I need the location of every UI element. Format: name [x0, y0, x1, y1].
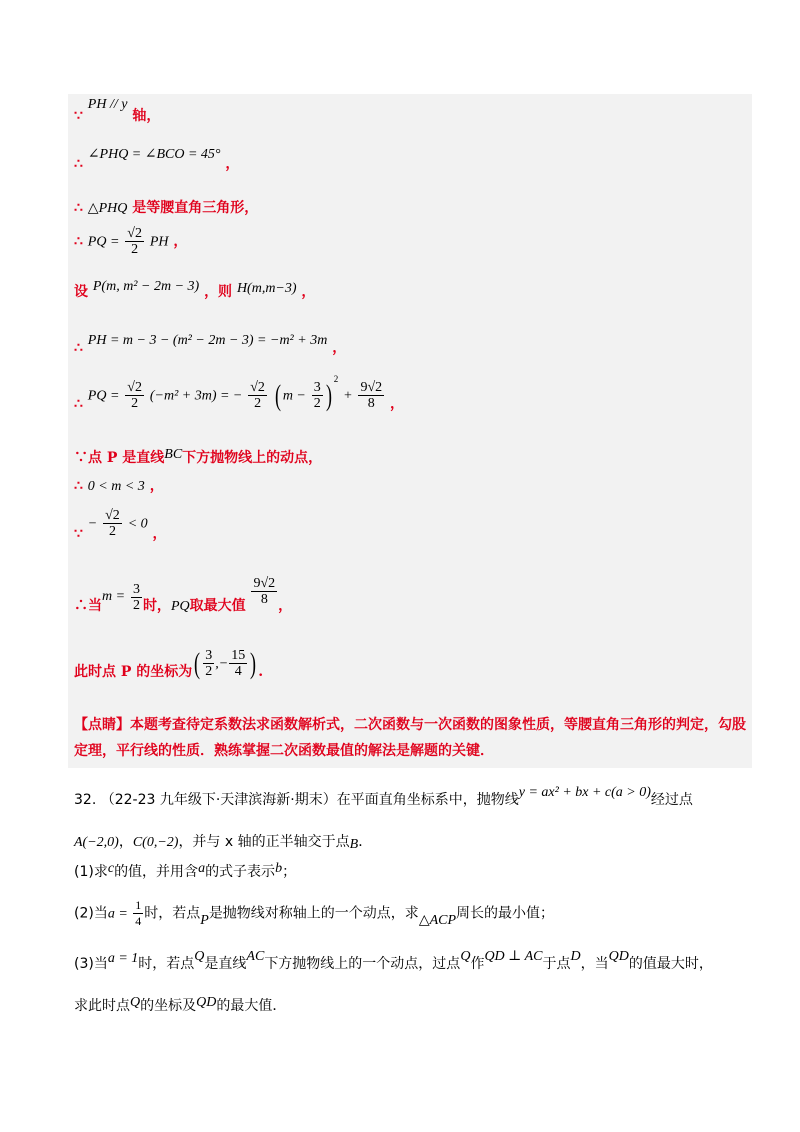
question-line-1: 32. （22-23 九年级下·天津滨海新·期末）在平面直角坐标系中，抛物线y = ax² + bx + c(a > 0)经过点 — [74, 785, 693, 808]
solution-line-4: ∴ PQ = $\frac{√2}{2}$ PH ， — [74, 226, 188, 257]
question-part-1: (1)求c的值，并用含a的式子表示b； — [74, 861, 297, 880]
solution-line-10: ∵ − $\frac{√2}{2}$ < 0 ， — [74, 508, 167, 542]
question-part-2: (2)当a = $\frac{1}{4}$ 时，若点P是抛物线对称轴上的一个动点，求△ACP周长的最小值； — [74, 898, 555, 928]
solution-line-2: ∴ ∠PHQ = ∠BCO = 45° ， — [74, 147, 240, 172]
solution-line-9: ∴ 0 < m < 3 ， — [74, 478, 164, 494]
solution-line-7: ∴ PQ = $\frac{√2}{2}$ (−m² + 3m) = − $\frac{√2}{2}$ ( m − $\frac{3}{2}$ ) $^2$ + $\frac{9√2}{8}$ ， — [74, 373, 405, 412]
comment-text: 本题考查待定系数法求函数解析式，二次函数与一次函数的图象性质，等腰直角三角形的判定，勾股定理，平行线的性质．熟练掌握二次函数最值的解法是解题的关键． — [74, 717, 746, 759]
comment-tag: 【点睛】 — [74, 717, 130, 733]
question-part-3-line-2: 求此时点Q的坐标及QD的最大值． — [74, 995, 287, 1014]
question-part-3: (3)当a = 1时，若点Q是直线AC下方抛物线上的一个动点，过点Q作QD ⊥ AC于点D，当QD的值最大时， — [74, 949, 713, 972]
solution-line-1: ∵ PH // y 轴， — [74, 97, 161, 124]
solution-line-5: 设 P(m, m² − 2m − 3) ，则 H(m,m−3) ， — [74, 279, 316, 300]
solution-line-11: ∴当m = $\frac{3}{2}$ 时，PQ取最大值 $\frac{9√2}{8}$ ， — [74, 576, 293, 614]
solution-line-3: ∴ △PHQ 是等腰直角三角形， — [74, 200, 259, 216]
solution-line-6: ∴ PH = m − 3 − (m² − 2m − 3) = −m² + 3m ， — [74, 333, 347, 356]
solution-line-8: ∵点 P 是直线BC下方抛物线上的动点， — [74, 447, 323, 466]
solution-line-12: 此时点 P 的坐标为( $\frac{3}{2}$ ,− $\frac{15}{4}$ ) . — [74, 646, 264, 680]
question-line-2: A(−2,0)，C(0,−2)，并与 x 轴的正半轴交于点B． — [74, 834, 373, 852]
comment-paragraph — [74, 712, 754, 764]
